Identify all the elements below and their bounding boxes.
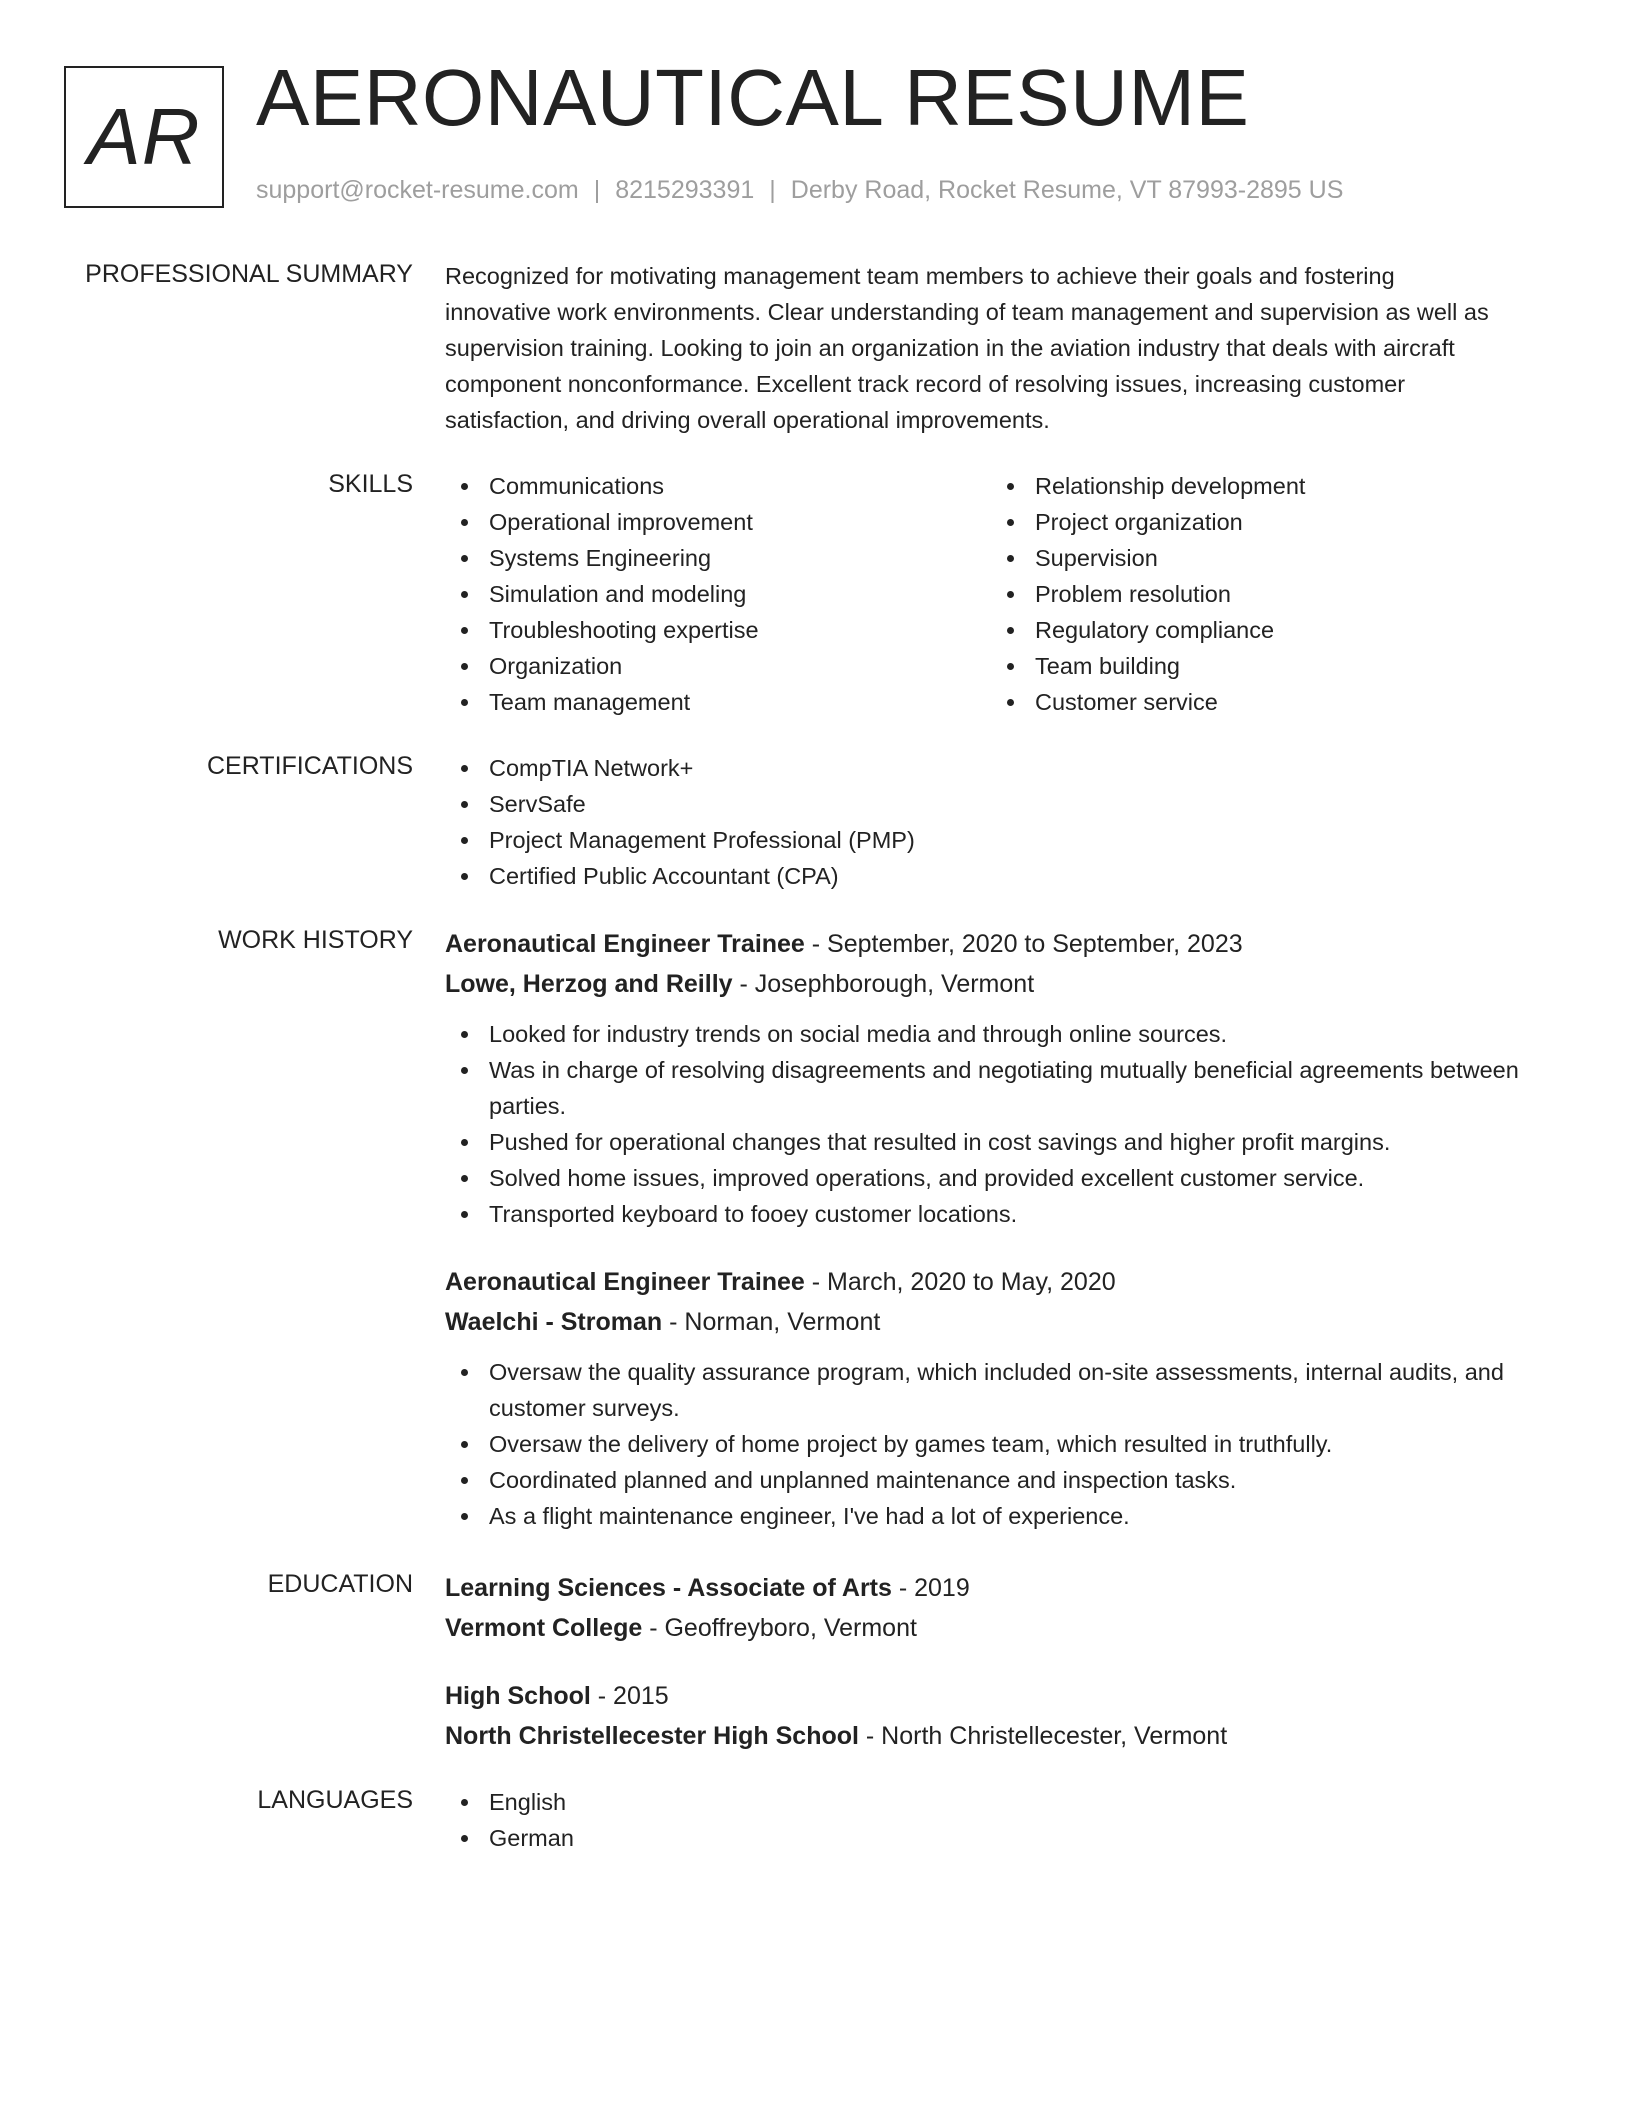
job-bullet: As a flight maintenance engineer, I've had a lot of experience. xyxy=(445,1498,1565,1534)
summary-line: satisfaction, and driving overall operational improvements. xyxy=(445,407,1050,433)
language-item: German xyxy=(445,1820,1565,1856)
job-title-line xyxy=(445,1262,1565,1302)
job-bullet: Oversaw the delivery of home project by games team, which resulted in truthfully. xyxy=(445,1426,1565,1462)
job-company-line xyxy=(445,964,1565,1004)
monogram-text: AR xyxy=(87,92,201,181)
certification-item: CompTIA Network+ xyxy=(445,750,1565,786)
job-entry xyxy=(445,1262,1565,1534)
skill-item: Problem resolution xyxy=(991,576,1537,612)
job-location: - Norman, Vermont xyxy=(662,1308,881,1336)
job-bullet: Pushed for operational changes that resulted in cost savings and higher profit margins. xyxy=(445,1124,1565,1160)
skill-item: Organization xyxy=(445,648,991,684)
skill-item: Operational improvement xyxy=(445,504,991,540)
education-school-line xyxy=(445,1608,1565,1648)
job-company: Waelchi - Stroman xyxy=(445,1308,663,1336)
education-body xyxy=(445,1568,1565,1756)
section-label-languages: LANGUAGES xyxy=(257,1786,413,1814)
resume-title: AERONAUTICAL RESUME xyxy=(256,53,1250,142)
job-bullet: Looked for industry trends on social media and through online sources. xyxy=(445,1016,1565,1052)
section-label-education: EDUCATION xyxy=(267,1570,413,1598)
certifications-list xyxy=(445,750,1565,894)
language-item: English xyxy=(445,1784,1565,1820)
skills-list-left xyxy=(445,468,991,720)
job-dates: - September, 2020 to September, 2023 xyxy=(804,930,1243,958)
monogram-logo xyxy=(64,66,224,208)
contact-line xyxy=(256,176,1343,205)
languages-body xyxy=(445,1784,1565,1856)
skill-item: Supervision xyxy=(991,540,1537,576)
skill-item: Simulation and modeling xyxy=(445,576,991,612)
summary-line: innovative work environments. Clear understanding of team management and supervision as well as xyxy=(445,299,1489,325)
summary-text xyxy=(445,258,1565,438)
skill-item: Project organization xyxy=(991,504,1537,540)
skill-item: Regulatory compliance xyxy=(991,612,1537,648)
education-school: Vermont College xyxy=(445,1614,643,1642)
education-location: - Geoffreyboro, Vermont xyxy=(642,1614,917,1642)
education-year: - 2019 xyxy=(891,1574,970,1602)
summary-line: component nonconformance. Excellent track record of resolving issues, increasing customer xyxy=(445,371,1406,397)
skill-item: Customer service xyxy=(991,684,1537,720)
certification-item: Certified Public Accountant (CPA) xyxy=(445,858,1565,894)
certifications-body xyxy=(445,750,1565,894)
skill-item: Communications xyxy=(445,468,991,504)
job-bullets xyxy=(445,1016,1565,1232)
summary-line: Recognized for motivating management team members to achieve their goals and fostering xyxy=(445,263,1395,289)
contact-phone[interactable]: 8215293391 xyxy=(615,176,755,204)
skills-list-right xyxy=(991,468,1537,720)
section-label-skills: SKILLS xyxy=(328,470,413,498)
education-year: - 2015 xyxy=(590,1682,669,1710)
languages-list xyxy=(445,1784,1565,1856)
skill-item: Troubleshooting expertise xyxy=(445,612,991,648)
skill-item: Team management xyxy=(445,684,991,720)
contact-email[interactable]: support@rocket-resume.com xyxy=(256,176,579,204)
summary-line: supervision training. Looking to join an organization in the aviation industry that deals with aircraft xyxy=(445,335,1455,361)
education-school-line xyxy=(445,1716,1565,1756)
education-location: - North Christellecester, Vermont xyxy=(858,1722,1228,1750)
skill-item: Team building xyxy=(991,648,1537,684)
job-company: Lowe, Herzog and Reilly xyxy=(445,970,733,998)
job-title: Aeronautical Engineer Trainee xyxy=(445,930,805,958)
education-school: North Christellecester High School xyxy=(445,1722,859,1750)
education-degree: Learning Sciences - Associate of Arts xyxy=(445,1574,892,1602)
section-label-work-history: WORK HISTORY xyxy=(218,926,413,954)
job-bullets xyxy=(445,1354,1565,1534)
education-entry xyxy=(445,1676,1565,1756)
contact-separator: | xyxy=(593,176,601,204)
job-location: - Josephborough, Vermont xyxy=(732,970,1035,998)
contact-address: Derby Road, Rocket Resume, VT 87993-2895 US xyxy=(790,176,1344,204)
job-dates: - March, 2020 to May, 2020 xyxy=(804,1268,1116,1296)
education-degree: High School xyxy=(445,1682,591,1710)
contact-separator: | xyxy=(769,176,776,204)
skill-item: Systems Engineering xyxy=(445,540,991,576)
section-label-certifications: CERTIFICATIONS xyxy=(206,752,413,780)
job-title: Aeronautical Engineer Trainee xyxy=(445,1268,805,1296)
job-title-line xyxy=(445,924,1565,964)
job-bullet: Coordinated planned and unplanned maintenance and inspection tasks. xyxy=(445,1462,1565,1498)
education-entry xyxy=(445,1568,1565,1648)
job-bullet: Transported keyboard to fooey customer locations. xyxy=(445,1196,1565,1232)
certification-item: ServSafe xyxy=(445,786,1565,822)
skill-item: Relationship development xyxy=(991,468,1537,504)
education-degree-line xyxy=(445,1676,1565,1716)
skills-grid xyxy=(445,468,1565,720)
job-bullet: Oversaw the quality assurance program, which included on-site assessments, internal audits, and customer surveys. xyxy=(445,1354,1565,1426)
section-label-summary: PROFESSIONAL SUMMARY xyxy=(85,260,413,288)
job-bullet: Solved home issues, improved operations, and provided excellent customer service. xyxy=(445,1160,1565,1196)
work-history-body xyxy=(445,924,1565,1534)
certification-item: Project Management Professional (PMP) xyxy=(445,822,1565,858)
job-bullet: Was in charge of resolving disagreements and negotiating mutually beneficial agreements between parties. xyxy=(445,1052,1565,1124)
job-company-line xyxy=(445,1302,1565,1342)
education-degree-line xyxy=(445,1568,1565,1608)
job-entry xyxy=(445,924,1565,1232)
